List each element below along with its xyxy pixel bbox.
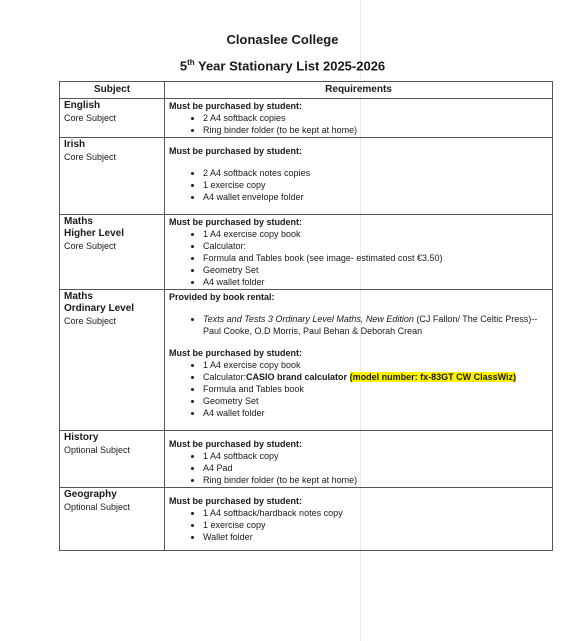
stationary-table [59, 81, 553, 551]
list-item: • A4 Pad [203, 462, 548, 474]
subject-cell [60, 431, 165, 488]
requirement-list [169, 167, 548, 203]
list-item: • Ring binder folder (to be kept at home) [203, 474, 548, 486]
subject-type: Core Subject [64, 241, 117, 251]
subject-type: Optional Subject [64, 445, 131, 455]
requirement-list [169, 450, 548, 486]
subject-cell [60, 215, 165, 290]
subject-cell [60, 138, 165, 215]
requirements-cell [165, 215, 553, 290]
list-item: • 1 A4 softback copy [203, 450, 548, 462]
requirements-cell [165, 431, 553, 488]
list-item [203, 371, 548, 383]
table-row [60, 431, 553, 488]
subject-name: Geography [64, 489, 117, 500]
requirement-heading: Must be purchased by student: [169, 101, 303, 111]
list-item: • 1 A4 exercise copy book [203, 228, 548, 240]
subject-name: History [64, 432, 99, 443]
rental-heading: Provided by book rental: [169, 292, 275, 302]
requirements-cell [165, 138, 553, 215]
subject-level: Higher Level [64, 228, 125, 239]
list-title [0, 58, 565, 73]
table-row [60, 290, 553, 431]
school-name: Clonaslee College [226, 32, 339, 47]
rental-list [169, 313, 548, 337]
list-item: • Formula and Tables book [203, 383, 548, 395]
list-item: • Geometry Set [203, 395, 548, 407]
list-item: • A4 wallet envelope folder [203, 191, 548, 203]
requirements-cell [165, 99, 553, 138]
list-item: • Geometry Set [203, 264, 548, 276]
list-item [203, 313, 548, 337]
table-row [60, 99, 553, 138]
book-title: Texts and Tests 3 Ordinary Level Maths, New Edition [203, 314, 414, 324]
requirements-cell [165, 290, 553, 431]
subject-name: English [64, 100, 101, 111]
year-number: 5 [179, 58, 188, 74]
list-item: • Calculator: [203, 240, 548, 252]
subject-name: Maths [64, 216, 93, 227]
requirement-list [169, 507, 548, 543]
subject-type: Core Subject [64, 152, 117, 162]
requirements-column-header: Requirements [165, 82, 553, 99]
list-item: • 1 exercise copy [203, 179, 548, 191]
calculator-brand: CASIO brand calculator [246, 372, 348, 382]
requirement-heading: Must be purchased by student: [169, 348, 303, 358]
list-item: • 2 A4 softback notes copies [203, 167, 548, 179]
list-item: • Ring binder folder (to be kept at home) [203, 124, 548, 136]
calculator-model-highlight: (model number: fx-83GT CW ClassWiz) [349, 372, 517, 382]
list-item: • Wallet folder [203, 531, 548, 543]
requirements-cell [165, 488, 553, 551]
subject-cell [60, 99, 165, 138]
table-row [60, 488, 553, 551]
list-item: • Formula and Tables book (see image- estimated cost €3.50) [203, 252, 548, 264]
list-item: • 1 exercise copy [203, 519, 548, 531]
requirement-heading: Must be purchased by student: [169, 439, 303, 449]
subject-level: Ordinary Level [64, 303, 135, 314]
calculator-label: Calculator: [203, 372, 247, 382]
subject-column-header: Subject [60, 82, 165, 99]
subject-name: Maths [64, 291, 93, 302]
subject-type: Core Subject [64, 113, 117, 123]
requirement-list [169, 228, 548, 288]
year-superscript: th [187, 58, 195, 67]
subject-cell [60, 488, 165, 551]
requirement-list [169, 359, 548, 419]
list-item: • A4 wallet folder [203, 276, 548, 288]
requirement-heading: Must be purchased by student: [169, 496, 303, 506]
table-row [60, 215, 553, 290]
subject-cell [60, 290, 165, 431]
list-item: • 2 A4 softback copies [203, 112, 548, 124]
requirement-heading: Must be purchased by student: [169, 146, 303, 156]
subject-type: Optional Subject [64, 502, 131, 512]
list-title-text: Year Stationary List 2025-2026 [194, 58, 386, 74]
list-item: • A4 wallet folder [203, 407, 548, 419]
list-item: • 1 A4 exercise copy book [203, 359, 548, 371]
subject-name: Irish [64, 139, 86, 150]
subject-type: Core Subject [64, 316, 117, 326]
table-row [60, 138, 553, 215]
list-item: • 1 A4 softback/hardback notes copy [203, 507, 548, 519]
requirement-list [169, 112, 548, 136]
table-header-row [60, 82, 553, 99]
book-details: (CJ Fallon/ The Celtic Press)-- Paul Cooke, O.D Morris, Paul Behan & Deborah Crean [203, 314, 538, 336]
requirement-heading: Must be purchased by student: [169, 217, 303, 227]
